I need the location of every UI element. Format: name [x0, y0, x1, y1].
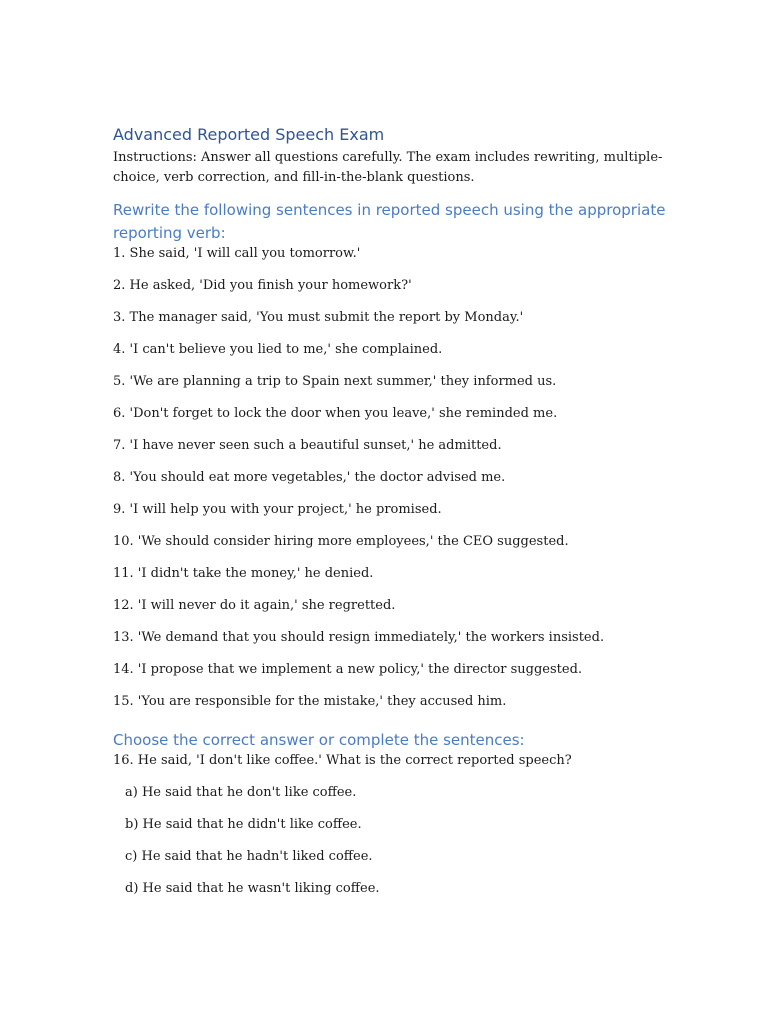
question-item: 11. 'I didn't take the money,' he denied.: [113, 566, 374, 581]
instructions-text: Instructions: Answer all questions carefully. The exam includes rewriting, multiple-choice, verb correction, and fill-in-the-blank questions.: [113, 150, 663, 185]
question-item: 15. 'You are responsible for the mistake,' they accused him.: [113, 694, 507, 709]
answer-option-b: b) He said that he didn't like coffee.: [125, 817, 362, 832]
question-item: 12. 'I will never do it again,' she regretted.: [113, 598, 396, 613]
question-item: 10. 'We should consider hiring more employees,' the CEO suggested.: [113, 534, 569, 549]
question-item: 2. He asked, 'Did you finish your homework?': [113, 278, 412, 293]
multiple-choice-question: 16. He said, 'I don't like coffee.' What is the correct reported speech?: [113, 753, 572, 768]
question-item: 3. The manager said, 'You must submit the report by Monday.': [113, 310, 524, 325]
question-item: 6. 'Don't forget to lock the door when you leave,' she reminded me.: [113, 406, 558, 421]
question-item: 5. 'We are planning a trip to Spain next summer,' they informed us.: [113, 374, 557, 389]
question-item: 4. 'I can't believe you lied to me,' she complained.: [113, 342, 443, 357]
answer-option-a: a) He said that he don't like coffee.: [125, 785, 357, 800]
answer-option-d: d) He said that he wasn't liking coffee.: [125, 881, 380, 896]
section-heading-multiple-choice: Choose the correct answer or complete the sentences:: [113, 731, 525, 749]
section-heading-rewrite: Rewrite the following sentences in reported speech using the appropriate reporting verb:: [113, 201, 666, 242]
question-item: 7. 'I have never seen such a beautiful sunset,' he admitted.: [113, 438, 502, 453]
question-item: 1. She said, 'I will call you tomorrow.': [113, 246, 361, 261]
exam-document: [113, 124, 673, 911]
question-item: 9. 'I will help you with your project,' he promised.: [113, 502, 442, 517]
question-item: 8. 'You should eat more vegetables,' the doctor advised me.: [113, 470, 506, 485]
rewrite-question-list: [113, 244, 673, 712]
answer-option-c: c) He said that he hadn't liked coffee.: [125, 849, 373, 864]
question-item: 14. 'I propose that we implement a new policy,' the director suggested.: [113, 662, 583, 677]
question-item: 13. 'We demand that you should resign immediately,' the workers insisted.: [113, 630, 605, 645]
document-title: Advanced Reported Speech Exam: [113, 125, 385, 144]
